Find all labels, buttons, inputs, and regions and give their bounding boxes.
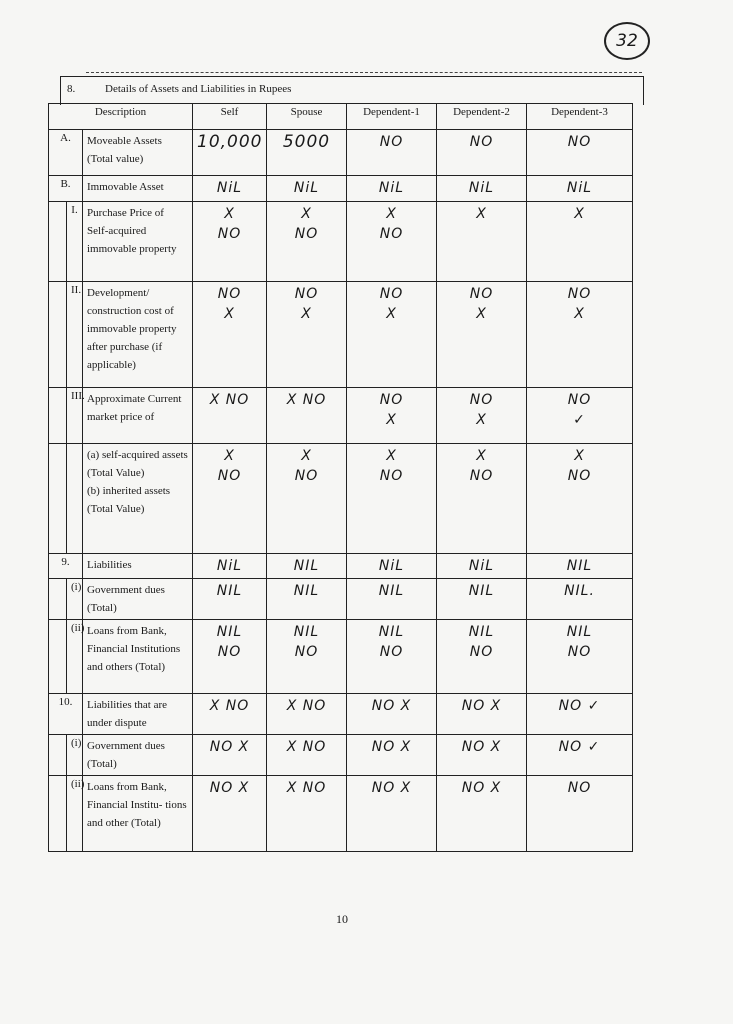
- page-mark-circle: 32: [604, 22, 650, 60]
- value-spouse: NIL: [267, 579, 347, 620]
- value-self: NIL NO: [193, 620, 267, 694]
- value-dependent-2: NiL: [437, 554, 527, 579]
- indent-stub: [49, 388, 67, 444]
- value-dependent-3: NIL NO: [527, 620, 633, 694]
- value-dependent-3: NIL: [527, 554, 633, 579]
- row-label: Liabilities that are under dispute: [83, 694, 193, 735]
- value-dependent-3: NiL: [527, 176, 633, 202]
- indent-stub: [49, 776, 67, 852]
- header-row: [49, 104, 633, 130]
- col-header-self: Self: [193, 104, 267, 130]
- table-row: [49, 735, 633, 776]
- indent-stub: [49, 282, 67, 388]
- value-dependent-3: NO: [527, 776, 633, 852]
- row-label: Immovable Asset: [83, 176, 193, 202]
- value-dependent-3: X: [527, 202, 633, 282]
- row-label: Purchase Price of Self-acquired immovable property: [83, 202, 193, 282]
- value-dependent-2: NIL NO: [437, 620, 527, 694]
- row-code: 9.: [49, 554, 83, 579]
- indent-stub: [49, 444, 67, 554]
- col-header-dependent-2: Dependent-2: [437, 104, 527, 130]
- label-inherited: (b) inherited assets (Total Value): [87, 485, 171, 515]
- value-dependent-2: NO X: [437, 735, 527, 776]
- value-dependent-1: NIL: [347, 579, 437, 620]
- value-dependent-2: NO: [437, 130, 527, 176]
- value-dependent-2: NO X: [437, 776, 527, 852]
- value-dependent-2: NO X: [437, 282, 527, 388]
- indent-stub: [49, 735, 67, 776]
- indent-stub: [67, 444, 83, 554]
- value-self: X NO: [193, 202, 267, 282]
- value-dependent-3: NIL.: [527, 579, 633, 620]
- row-code: II.: [67, 282, 83, 388]
- value-dependent-1: NO X: [347, 776, 437, 852]
- value-dependent-3: NO ✓: [527, 694, 633, 735]
- value-spouse: NIL NO: [267, 620, 347, 694]
- section-number: 8.: [67, 83, 76, 95]
- row-label: Development/ construction cost of immovable property after purchase (if applicable): [83, 282, 193, 388]
- row-code: 10.: [49, 694, 83, 735]
- table-row: [49, 694, 633, 735]
- value-self: 10,000: [193, 130, 267, 176]
- row-label: Government dues (Total): [83, 579, 193, 620]
- col-header-description: Description: [49, 104, 193, 130]
- value-self: X NO: [193, 388, 267, 444]
- value-self: NiL: [193, 176, 267, 202]
- col-header-dependent-1: Dependent-1: [347, 104, 437, 130]
- table-row: [49, 776, 633, 852]
- table-row: [49, 579, 633, 620]
- row-code: (ii): [67, 776, 83, 852]
- row-code: (i): [67, 579, 83, 620]
- section-8-header: [60, 76, 644, 105]
- value-spouse: NIL: [267, 554, 347, 579]
- row-label: Government dues (Total): [83, 735, 193, 776]
- indent-stub: [49, 620, 67, 694]
- page-number: 10: [336, 912, 348, 926]
- table-row: [49, 620, 633, 694]
- row-label: [83, 444, 193, 554]
- value-dependent-1: NO X: [347, 694, 437, 735]
- table-row: [49, 176, 633, 202]
- col-header-dependent-3: Dependent-3: [527, 104, 633, 130]
- value-dependent-1: NO X: [347, 282, 437, 388]
- section-title: Details of Assets and Liabilities in Rupees: [105, 83, 292, 95]
- header-rule: [86, 72, 642, 73]
- value-dependent-3: NO: [527, 130, 633, 176]
- value-spouse: NO X: [267, 282, 347, 388]
- value-spouse: X NO: [267, 694, 347, 735]
- table-row: [49, 554, 633, 579]
- row-label: Loans from Bank, Financial Institutions and others (Total): [83, 620, 193, 694]
- value-dependent-2: NO X: [437, 694, 527, 735]
- value-self: NO X: [193, 776, 267, 852]
- value-dependent-1: NiL: [347, 554, 437, 579]
- value-self: NO X: [193, 735, 267, 776]
- table-row: [49, 202, 633, 282]
- indent-stub: [49, 202, 67, 282]
- value-spouse: NiL: [267, 176, 347, 202]
- value-dependent-2: NiL: [437, 176, 527, 202]
- label-self-acquired: (a) self-acquired assets (Total Value): [87, 449, 188, 479]
- table-row: [49, 130, 633, 176]
- row-code: (ii): [67, 620, 83, 694]
- value-dependent-3: NO X: [527, 282, 633, 388]
- row-code: B.: [49, 176, 83, 202]
- value-self: NO X: [193, 282, 267, 388]
- value-dependent-3: NO ✓: [527, 735, 633, 776]
- value-dependent-1: X NO: [347, 202, 437, 282]
- value-spouse: X NO: [267, 202, 347, 282]
- row-code: III.: [67, 388, 83, 444]
- row-label: Loans from Bank, Financial Institu- tions and other (Total): [83, 776, 193, 852]
- row-code: A.: [49, 130, 83, 176]
- value-dependent-1: NO X: [347, 735, 437, 776]
- value-dependent-2: NIL: [437, 579, 527, 620]
- value-dependent-2: NO X: [437, 388, 527, 444]
- value-spouse: X NO: [267, 444, 347, 554]
- value-spouse: X NO: [267, 776, 347, 852]
- value-dependent-1: NO: [347, 130, 437, 176]
- row-label: Moveable Assets (Total value): [83, 130, 193, 176]
- table-row: [49, 388, 633, 444]
- row-code: (i): [67, 735, 83, 776]
- value-dependent-1: NIL NO: [347, 620, 437, 694]
- value-spouse: X NO: [267, 735, 347, 776]
- value-dependent-1: NiL: [347, 176, 437, 202]
- row-label: Approximate Current market price of: [83, 388, 193, 444]
- table-row: [49, 444, 633, 554]
- value-dependent-3: X NO: [527, 444, 633, 554]
- value-spouse: X NO: [267, 388, 347, 444]
- value-dependent-2: X NO: [437, 444, 527, 554]
- value-dependent-1: X NO: [347, 444, 437, 554]
- col-header-spouse: Spouse: [267, 104, 347, 130]
- value-self: X NO: [193, 444, 267, 554]
- assets-liabilities-table: [48, 103, 633, 852]
- value-self: NIL: [193, 579, 267, 620]
- value-self: X NO: [193, 694, 267, 735]
- value-spouse: 5000: [267, 130, 347, 176]
- value-dependent-1: NO X: [347, 388, 437, 444]
- value-self: NiL: [193, 554, 267, 579]
- table-row: [49, 282, 633, 388]
- value-dependent-3: NO ✓: [527, 388, 633, 444]
- row-code: I.: [67, 202, 83, 282]
- indent-stub: [49, 579, 67, 620]
- row-label: Liabilities: [83, 554, 193, 579]
- value-dependent-2: X: [437, 202, 527, 282]
